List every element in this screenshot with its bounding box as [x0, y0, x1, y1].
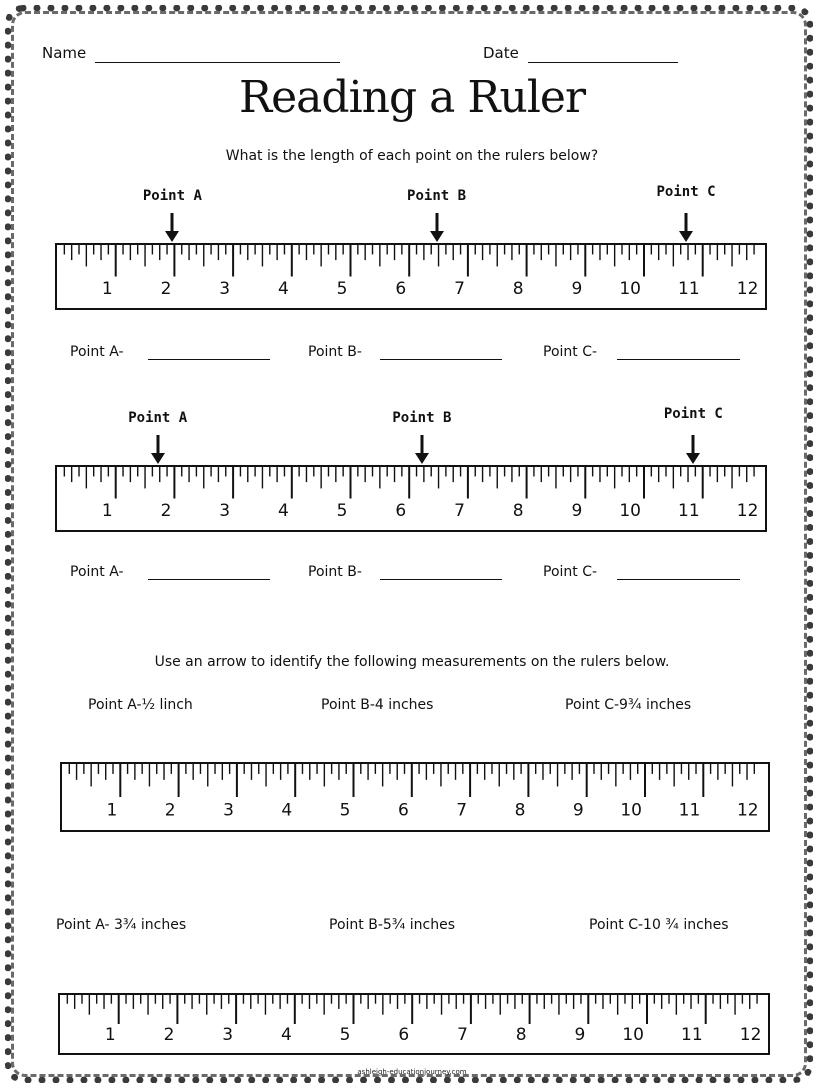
- point-label-c: Point C: [656, 184, 716, 200]
- ruler2-number: 5: [336, 501, 348, 522]
- ruler1-number: 10: [619, 279, 641, 300]
- ruler2-number: 2: [160, 501, 172, 522]
- ruler4-number: 12: [739, 1025, 762, 1046]
- ruler3-number: 2: [164, 800, 176, 821]
- answer-label-a-2: Point A-: [70, 564, 124, 580]
- answer-field-c-2[interactable]: [617, 579, 740, 580]
- ruler2-number: 4: [277, 501, 289, 522]
- ruler4-number: 3: [222, 1025, 234, 1046]
- ruler4-number: 5: [339, 1025, 351, 1046]
- ruler1-number: 8: [512, 279, 524, 300]
- ruler4-number: 7: [457, 1025, 468, 1046]
- ruler4-number: 2: [163, 1025, 175, 1046]
- date-field[interactable]: [528, 62, 678, 63]
- answer-label-b-1: Point B-: [308, 344, 362, 360]
- ruler-3[interactable]: [60, 762, 770, 832]
- instruction-1: What is the length of each point on the rulers below?: [225, 148, 599, 164]
- measurement-c-2: Point C-10 ¾ inches: [589, 917, 729, 933]
- answer-label-c-2: Point C-: [543, 564, 598, 580]
- footer-credit: ashleigh-educationjourney.com: [357, 1068, 467, 1076]
- ruler3-number: 9: [572, 800, 584, 821]
- name-field[interactable]: [95, 62, 340, 63]
- ruler-2: [55, 465, 767, 532]
- ruler2-number: 11: [678, 501, 700, 522]
- ruler1-scale: [57, 245, 765, 308]
- page-title: Reading a Ruler: [239, 72, 585, 123]
- ruler3-number: 12: [736, 800, 759, 821]
- ruler2-number: 1: [101, 501, 113, 522]
- ruler2-number: 12: [736, 501, 759, 522]
- instruction-2: Use an arrow to identify the following measurements on the rulers below.: [154, 654, 670, 670]
- ruler2-number: 7: [454, 501, 465, 522]
- ruler4-number: 11: [681, 1025, 703, 1046]
- ruler1-number: 9: [571, 279, 583, 300]
- answer-field-b-1[interactable]: [380, 359, 502, 360]
- ruler3-number: 1: [106, 800, 118, 821]
- down-arrow-icon: [164, 211, 180, 243]
- measurement-b-1: Point B-4 inches: [321, 697, 434, 713]
- measurement-c-1: Point C-9¾ inches: [565, 697, 692, 713]
- answer-field-a-1[interactable]: [148, 359, 270, 360]
- point-label-c: Point C: [663, 406, 723, 422]
- down-arrow-icon: [678, 211, 694, 243]
- ruler4-scale: [60, 995, 768, 1053]
- ruler1-number: 3: [219, 279, 231, 300]
- ruler4-number: 6: [398, 1025, 410, 1046]
- down-arrow-icon: [685, 433, 701, 465]
- ruler1-number: 1: [101, 279, 113, 300]
- down-arrow-icon: [414, 433, 430, 465]
- down-arrow-icon: [429, 211, 445, 243]
- ruler1-number: 12: [736, 279, 759, 300]
- ruler3-number: 5: [339, 800, 351, 821]
- answer-field-c-1[interactable]: [617, 359, 740, 360]
- ruler3-number: 8: [514, 800, 526, 821]
- ruler1-number: 2: [160, 279, 172, 300]
- ruler2-number: 8: [512, 501, 524, 522]
- ruler4-number: 9: [574, 1025, 586, 1046]
- ruler3-number: 11: [678, 800, 701, 821]
- answer-label-c-1: Point C-: [543, 344, 598, 360]
- ruler3-number: 6: [397, 800, 409, 821]
- ruler3-scale: [62, 764, 768, 830]
- ruler1-number: 6: [395, 279, 407, 300]
- point-label-b: Point B: [407, 188, 467, 204]
- ruler1-number: 5: [336, 279, 348, 300]
- ruler-1: [55, 243, 767, 310]
- ruler2-number: 6: [395, 501, 407, 522]
- ruler4-number: 4: [280, 1025, 292, 1046]
- point-label-a: Point A: [142, 188, 202, 204]
- point-label-b: Point B: [392, 410, 452, 426]
- ruler3-number: 3: [223, 800, 234, 821]
- date-label: Date: [483, 44, 519, 62]
- ruler-4[interactable]: [58, 993, 770, 1055]
- ruler1-number: 11: [678, 279, 700, 300]
- name-label: Name: [42, 44, 87, 62]
- answer-field-b-2[interactable]: [380, 579, 502, 580]
- measurement-a-2: Point A- 3¾ inches: [56, 917, 187, 933]
- ruler2-number: 10: [619, 501, 641, 522]
- measurement-a-1: Point A-½ linch: [88, 697, 193, 713]
- ruler3-number: 4: [281, 800, 293, 821]
- point-label-a: Point A: [128, 410, 188, 426]
- ruler2-number: 3: [219, 501, 231, 522]
- ruler4-number: 10: [622, 1025, 644, 1046]
- ruler2-scale: [57, 467, 765, 530]
- ruler4-number: 8: [515, 1025, 527, 1046]
- measurement-b-2: Point B-5¾ inches: [329, 917, 456, 933]
- answer-field-a-2[interactable]: [148, 579, 270, 580]
- ruler4-number: 1: [104, 1025, 116, 1046]
- ruler2-number: 9: [571, 501, 583, 522]
- ruler3-number: 7: [456, 800, 468, 821]
- ruler1-number: 4: [277, 279, 289, 300]
- answer-label-b-2: Point B-: [308, 564, 362, 580]
- ruler1-number: 7: [454, 279, 465, 300]
- answer-label-a-1: Point A-: [70, 344, 124, 360]
- down-arrow-icon: [150, 433, 166, 465]
- ruler3-number: 10: [620, 800, 642, 821]
